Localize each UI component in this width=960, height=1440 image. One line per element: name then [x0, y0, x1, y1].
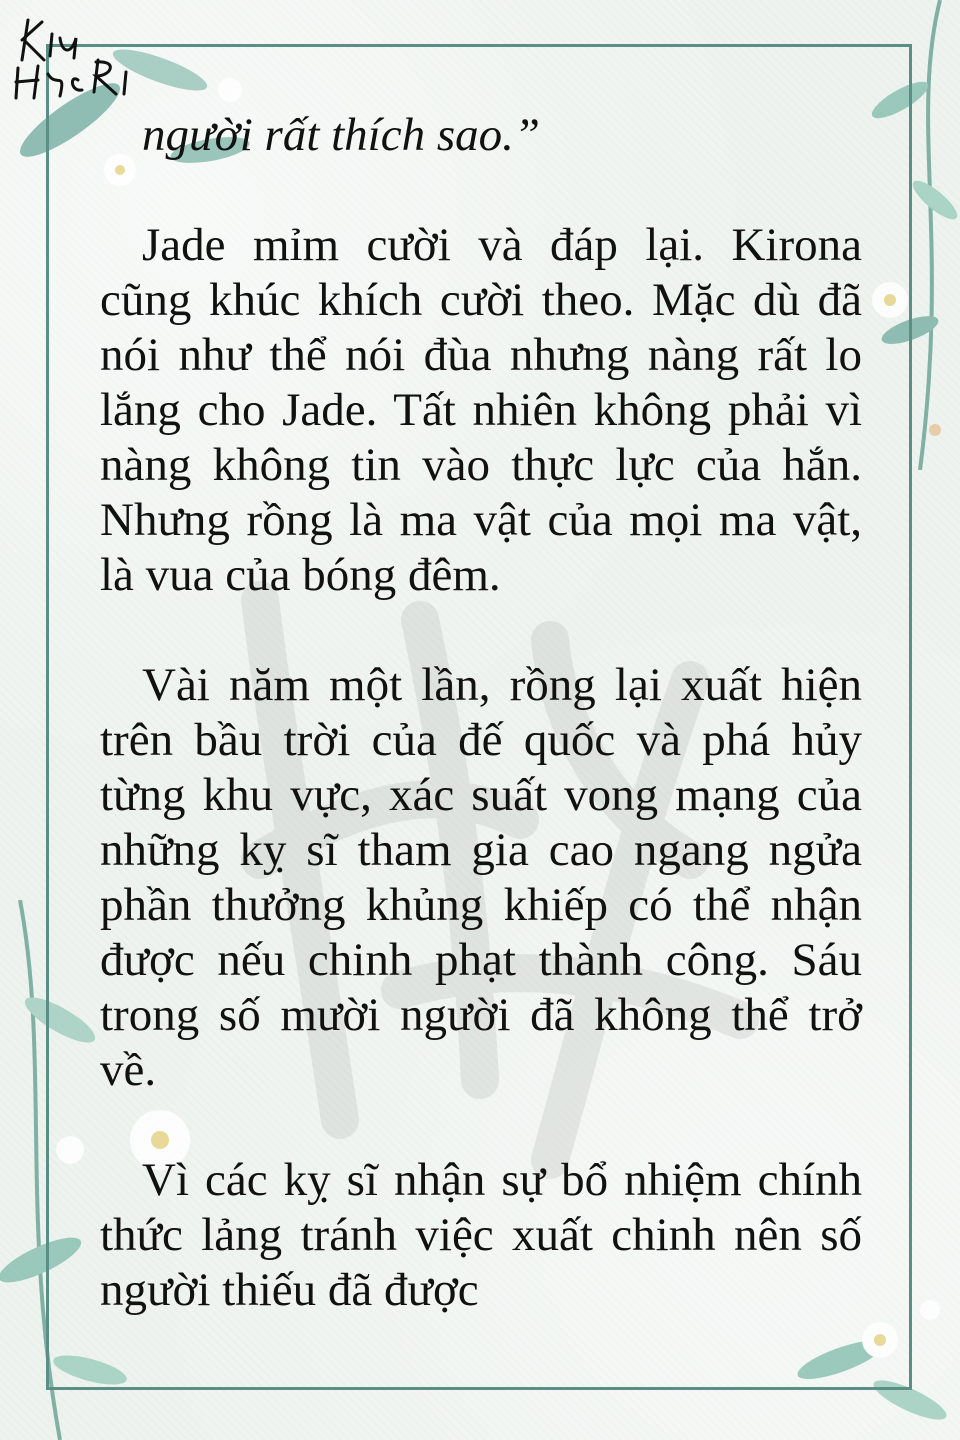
chapter-text [100, 108, 862, 1318]
paragraph-jade-smile: Jade mỉm cười và đáp lại. Kirona cũng khúc khích cười theo. Mặc dù đã nói như thể nói đùa nhưng nàng rất lo lắng cho Jade. Tất nhiên không phải vì nàng không tin vào thực lực của hắn. Nhưng rồng là ma vật của mọi ma vật, là vua của bóng đêm. [100, 219, 862, 601]
paragraph-spacer [100, 163, 862, 218]
team-logo-mark [8, 10, 148, 100]
paragraph-spacer [100, 1098, 862, 1153]
paragraph-spacer [100, 603, 862, 658]
paragraph-dragon-appearance: Vài năm một lần, rồng lại xuất hiện trên bầu trời của đế quốc và phá hủy từng khu vực, xác suất vong mạng của những kỵ sĩ tham gia cao ngang ngửa phần thưởng khủng khiếp có thể nhận được nếu chinh phạt thành công. Sáu trong số mười người đã không thể trở về. [100, 659, 862, 1096]
paragraph-continuation: người rất thích sao.” [142, 109, 541, 161]
team-logo [8, 10, 148, 100]
paragraph-knights-avoid: Vì các kỵ sĩ nhận sự bổ nhiệm chính thức lảng tránh việc xuất chinh nên số người thiếu đã được [100, 1154, 862, 1316]
